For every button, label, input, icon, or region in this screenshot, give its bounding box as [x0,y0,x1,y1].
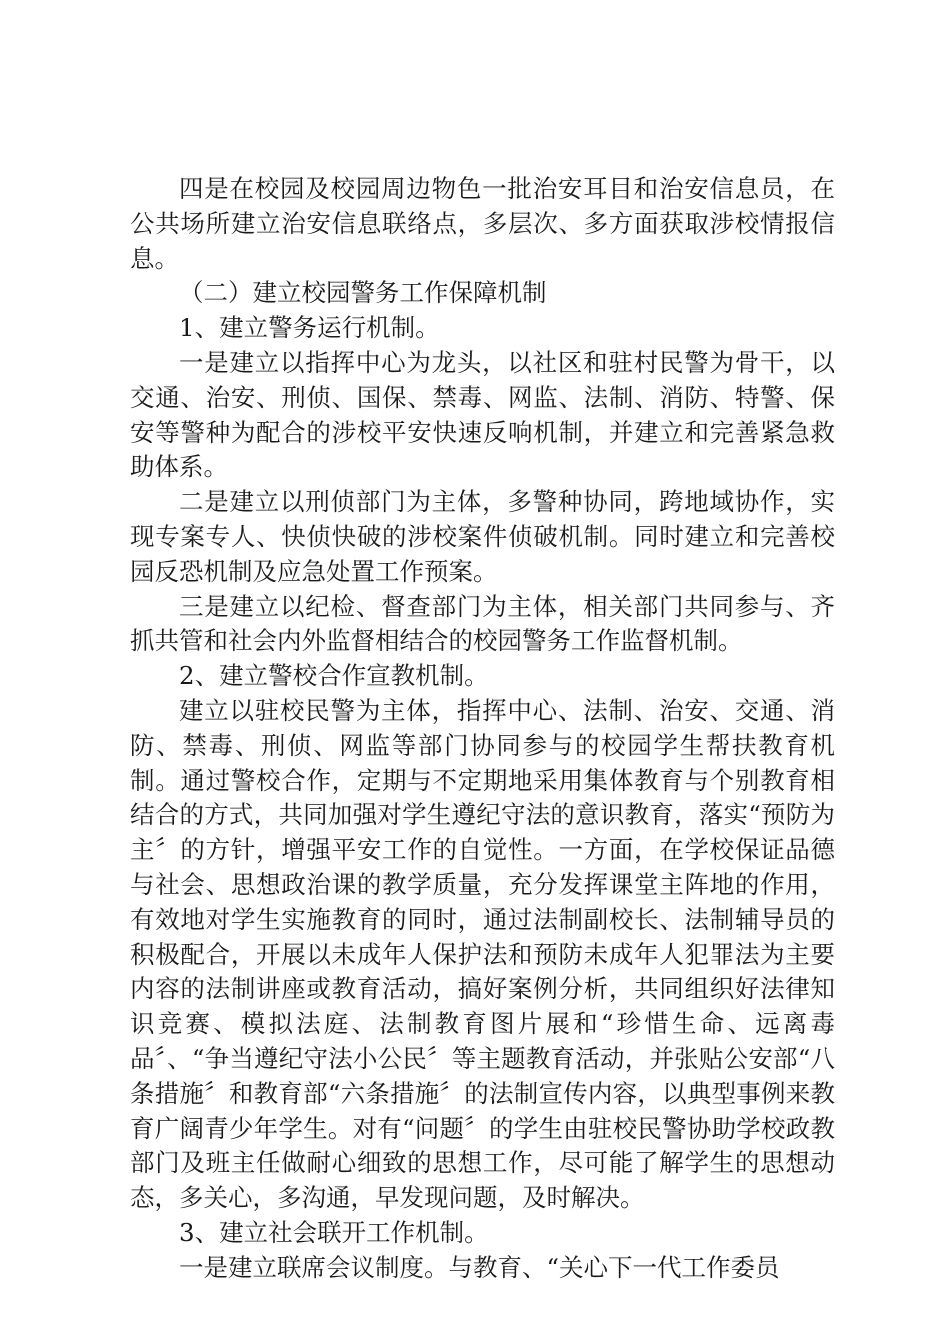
subheading-social-linkage: 3、建立社会联开工作机制。 [179,1217,489,1247]
subheading-police-operation: 1、建立警务运行机制。 [179,313,440,343]
paragraph-rapid-response: 一是建立以指挥中心为龙头，以社区和驻村民警为骨干，以交通、治安、刑侦、国保、禁毒、网监、法制、消防、特警、保安等警种为配合的涉校平安快速反响机制，并建立和完善紧急救助体系。 [130,347,835,482]
paragraph-education-mechanism: 建立以驻校民警为主体，指挥中心、法制、治安、交通、消防、禁毒、刑侦、网监等部门协同参与的校园学生帮扶教育机制。通过警校合作，定期与不定期地采用集体教育与个别教育相结合的方式，共同加强对学生遵纪守法的意识教育，落实“预防为主〞的方针，增强平安工作的自觉性。一方面，在学校保证品德与社会、思想政治课的教学质量，充分发挥课堂主阵地的作用，有效地对学生实施教育的同时，通过法制副校长、法制辅导员的积极配合，开展以未成年人保护法和预防未成年人犯罪法为主要内容的法制讲座或教育活动，搞好案例分析，共同组织好法律知识竞赛、模拟法庭、法制教育图片展和“珍惜生命、远离毒品〞、“争当遵纪守法小公民〞等主题教育活动，并张贴公安部“八条措施〞和教育部“六条措施〞的法制宣传内容，以典型事例来教育广阔青少年学生。对有“问题〞的学生由驻校民警协助学校政教部门及班主任做耐心细致的思想工作，尽可能了解学生的思想动态，多关心，多沟通，早发现问题，及时解决。 [130,695,835,1213]
paragraph-supervision: 三是建立以纪检、督查部门为主体，相关部门共同参与、齐抓共管和社会内外监督相结合的校园警务工作监督机制。 [130,591,835,656]
paragraph-intelligence-network: 四是在校园及校园周边物色一批治安耳目和治安信息员，在公共场所建立治安信息联络点，多层次、多方面获取涉校情报信息。 [130,174,835,273]
section-heading-guarantee-mechanism: （二）建立校园警务工作保障机制 [179,278,547,308]
subheading-police-school-cooperation: 2、建立警校合作宣教机制。 [179,661,489,691]
paragraph-case-solving: 二是建立以刑侦部门为主体，多警种协同，跨地域协作，实现专案专人、快侦快破的涉校案件侦破机制。同时建立和完善校园反恐机制及应急处置工作预案。 [130,487,835,586]
paragraph-joint-meeting: 一是建立联席会议制度。与教育、“关心下一代工作委员 [179,1252,780,1282]
document-body [130,172,835,1286]
